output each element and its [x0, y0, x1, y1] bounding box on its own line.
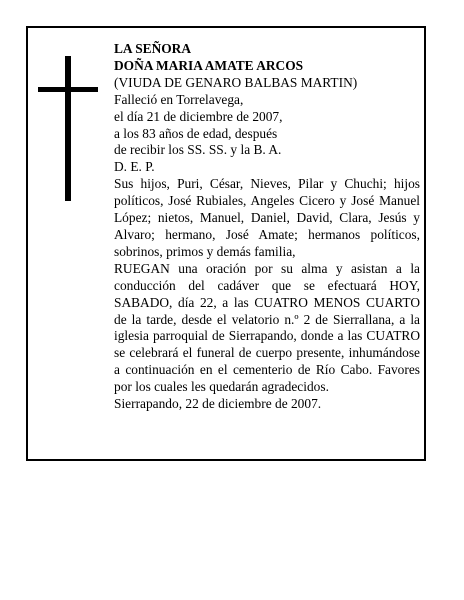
deceased-title: LA SEÑORA	[114, 41, 192, 56]
death-date: el día 21 de diciembre de 2007,	[114, 108, 283, 124]
death-place: Falleció en Torrelavega,	[114, 91, 244, 107]
cross-vertical-bar	[65, 56, 71, 201]
cross-icon	[38, 56, 102, 201]
sacraments-note: de recibir los SS. SS. y la B. A.	[114, 142, 282, 158]
family-list: Sus hijos, Puri, César, Nieves, Pilar y Chuchi; hijos políticos, José Rubiales, Angeles Cicero y José Manuel López; nietos, Manuel, Daniel, David, Clara, Jesús y Alvaro; hermano, José Amate; hermanos políticos, sobrinos, primos y demás familia,	[114, 176, 420, 259]
place-and-date: Sierrapando, 22 de diciembre de 2007.	[114, 396, 322, 412]
request-word: RUEGAN	[114, 260, 170, 276]
request-text: una oración por su alma y asistan a la conducción del cadáver que se efectuará HOY, SABADO, día 22, a las CUATRO MENOS CUARTO de la tarde, desde el velatorio n.º 2 de Sierrallana, a la iglesia parroquial de Sierrapando, donde a las CUATRO se celebrará el funeral de cuerpo presente, inhumándose a continuación en el cementerio de Río Cabo. Favores por los cuales les quedarán agradecidos.	[114, 260, 420, 395]
cross-horizontal-bar	[38, 87, 98, 92]
death-age: a los 83 años de edad, después	[114, 125, 278, 141]
widow-note: (VIUDA DE GENARO BALBAS MARTIN)	[114, 74, 358, 90]
dep-abbreviation: D. E. P.	[114, 159, 155, 175]
deceased-name: DOÑA MARIA AMATE ARCOS	[114, 57, 304, 73]
notice-body	[114, 41, 420, 413]
obituary-notice	[26, 26, 426, 461]
funeral-request	[114, 261, 420, 396]
